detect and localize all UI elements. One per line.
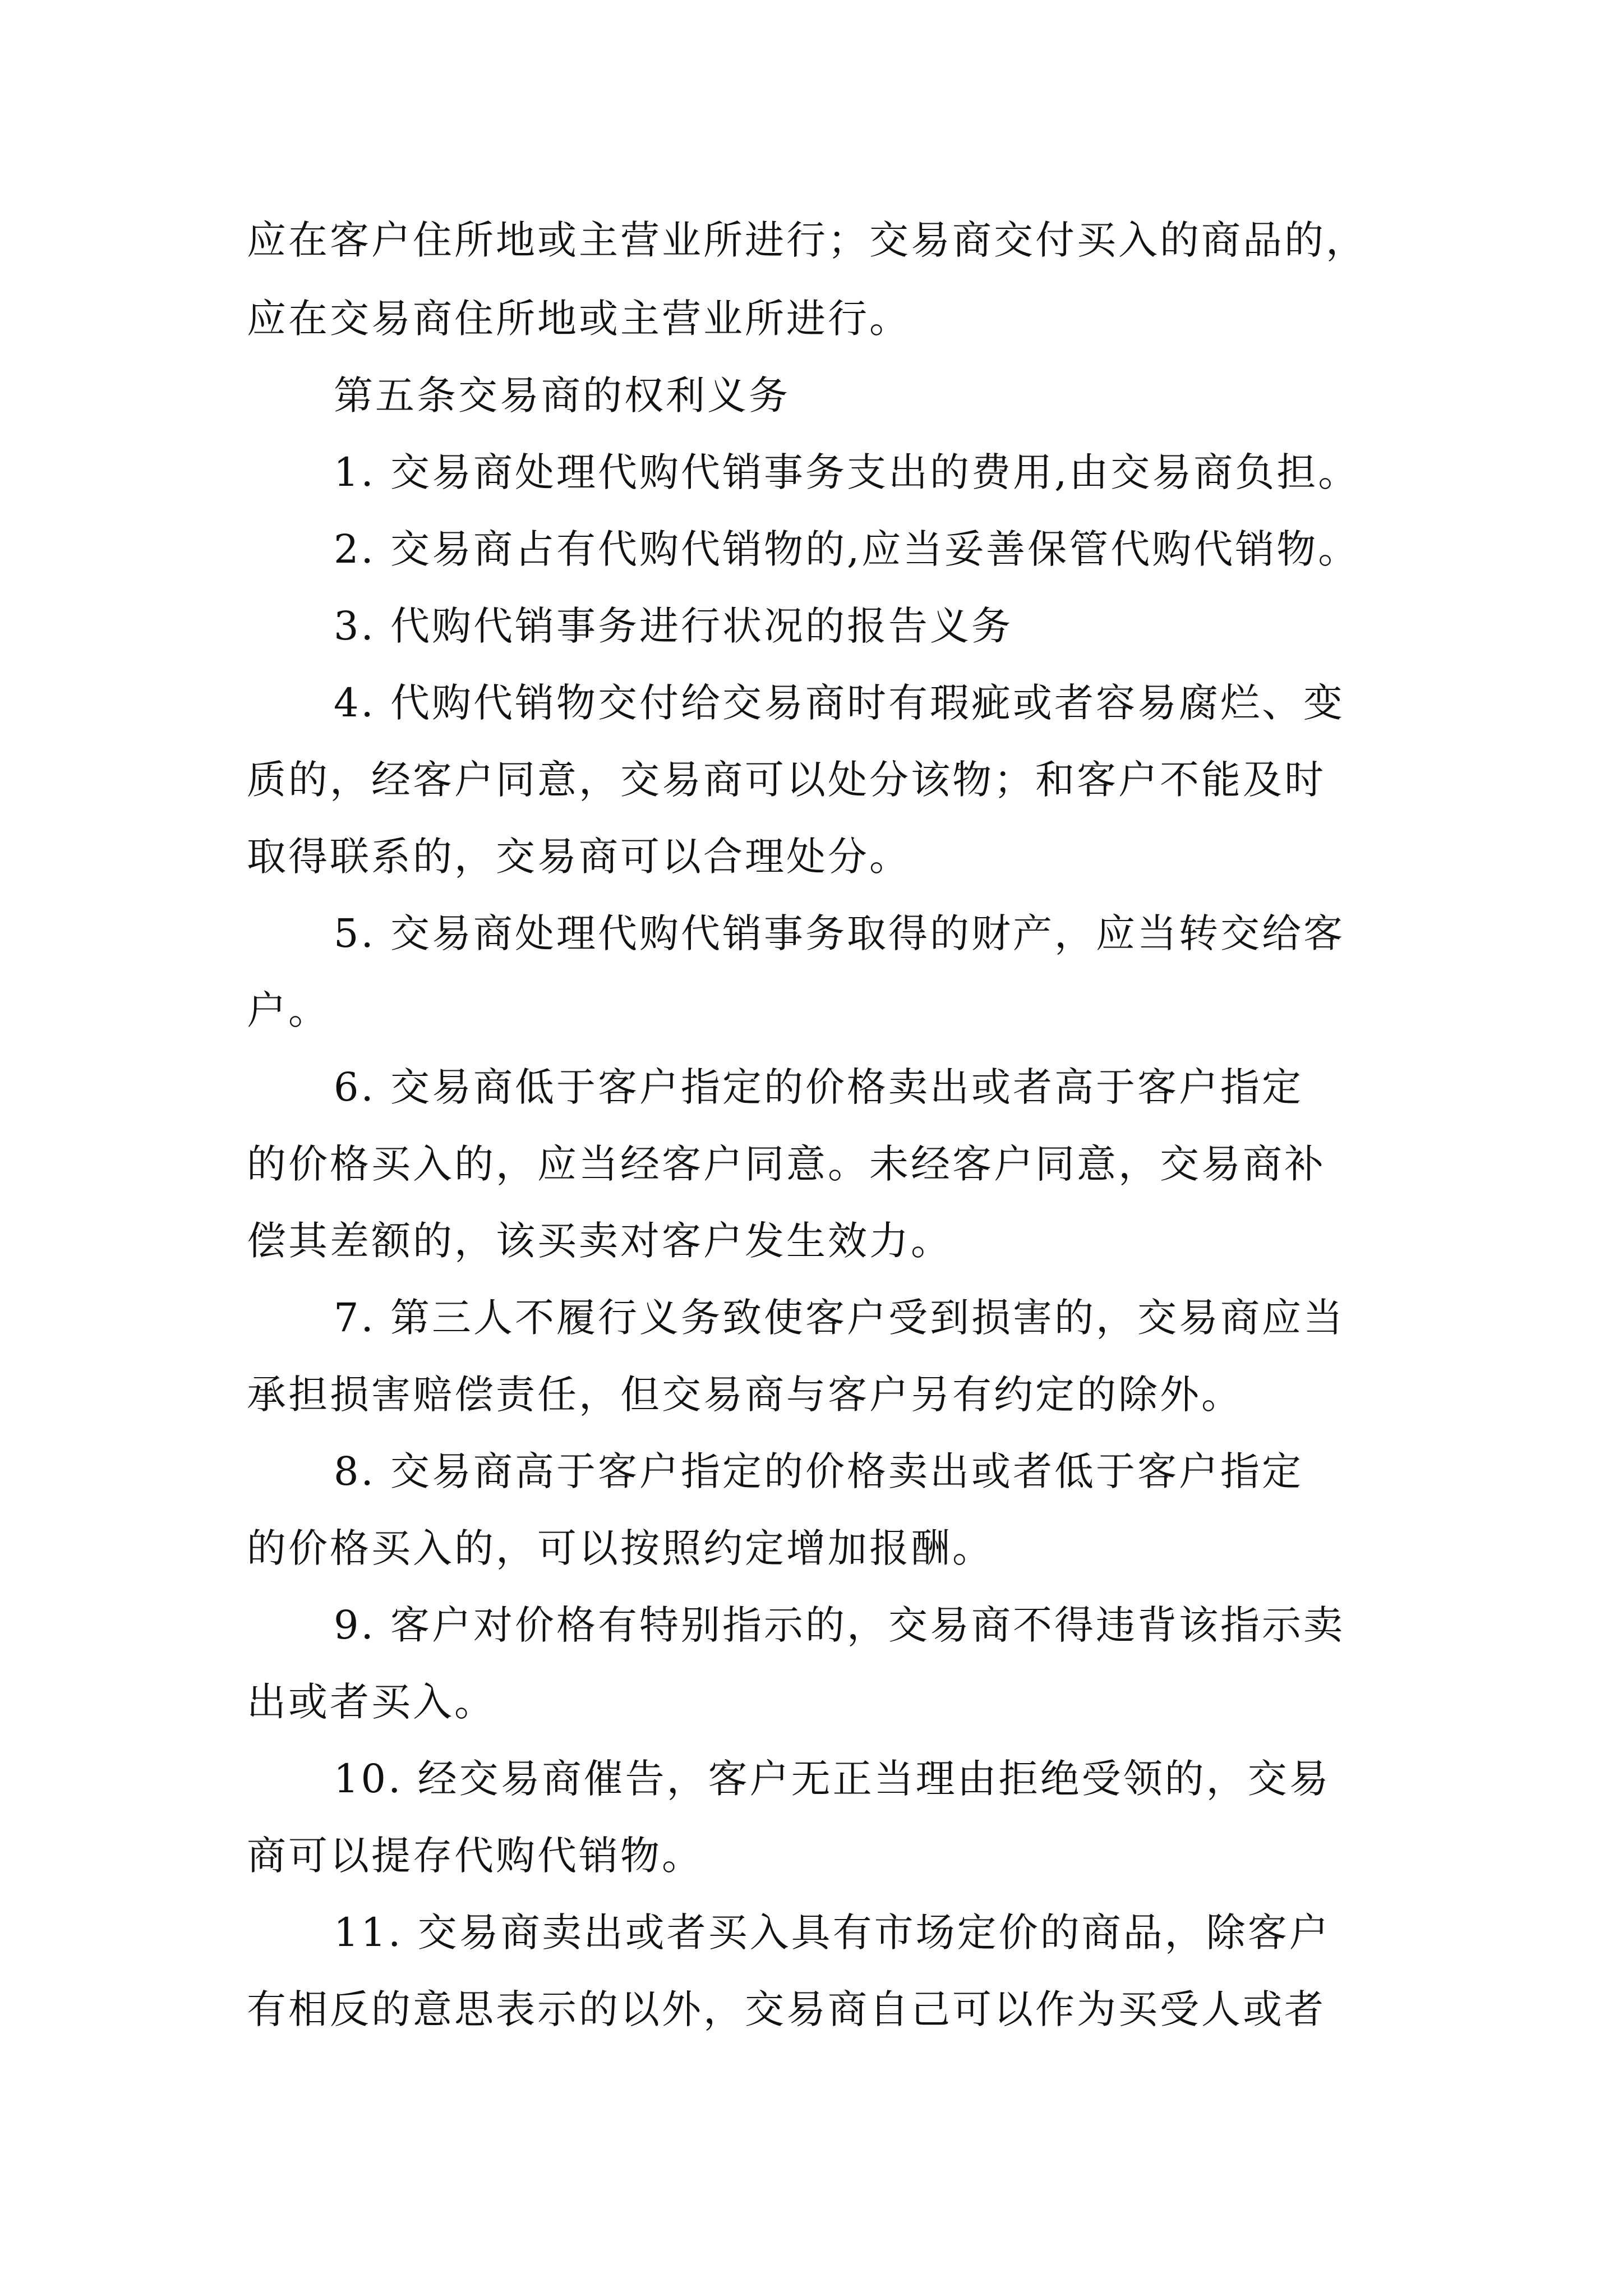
- paragraph-line: 3. 代购代销事务进行状况的报告义务: [334, 603, 1013, 649]
- paragraph-line: 出或者买入。: [247, 1679, 496, 1725]
- paragraph-line: 的价格买入的，应当经客户同意。未经客户同意，交易商补: [247, 1141, 1326, 1187]
- paragraph-line: 10. 经交易商催告，客户无正当理由拒绝受领的，交易: [334, 1756, 1331, 1802]
- paragraph-line: 2. 交易商占有代购代销物的,应当妥善保管代购代销物。: [334, 526, 1360, 572]
- paragraph-line: 承担损害赔偿责任，但交易商与客户另有约定的除外。: [247, 1372, 1243, 1418]
- paragraph-line: 应在客户住所地或主营业所进行；交易商交付买入的商品的，: [247, 217, 1367, 263]
- paragraph-line: 8. 交易商高于客户指定的价格卖出或者低于客户指定: [334, 1448, 1304, 1494]
- paragraph-line: 的价格买入的，可以按照约定增加报酬。: [247, 1525, 994, 1571]
- section-heading: 第五条交易商的权利义务: [334, 372, 790, 418]
- paragraph-line: 9. 客户对价格有特别指示的，交易商不得违背该指示卖: [334, 1602, 1345, 1648]
- paragraph-line: 偿其差额的，该买卖对客户发生效力。: [247, 1218, 952, 1264]
- paragraph-line: 7. 第三人不履行义务致使客户受到损害的，交易商应当: [334, 1295, 1345, 1341]
- paragraph-line: 11. 交易商卖出或者买入具有市场定价的商品，除客户: [334, 1910, 1331, 1955]
- paragraph-line: 质的，经客户同意，交易商可以处分该物；和客户不能及时: [247, 757, 1326, 803]
- paragraph-line: 商可以提存代购代销物。: [247, 1833, 703, 1879]
- paragraph-line: 6. 交易商低于客户指定的价格卖出或者高于客户指定: [334, 1064, 1304, 1110]
- paragraph-line: 应在交易商住所地或主营业所进行。: [247, 296, 911, 342]
- paragraph-line: 有相反的意思表示的以外，交易商自己可以作为买受人或者: [247, 1986, 1326, 2032]
- paragraph-line: 取得联系的，交易商可以合理处分。: [247, 834, 911, 880]
- paragraph-line: 户。: [247, 987, 330, 1033]
- paragraph-line: 4. 代购代销物交付给交易商时有瑕疵或者容易腐烂、变: [334, 680, 1345, 726]
- paragraph-line: 1. 交易商处理代购代销事务支出的费用,由交易商负担。: [334, 449, 1360, 495]
- paragraph-line: 5. 交易商处理代购代销事务取得的财产，应当转交给客: [334, 910, 1345, 956]
